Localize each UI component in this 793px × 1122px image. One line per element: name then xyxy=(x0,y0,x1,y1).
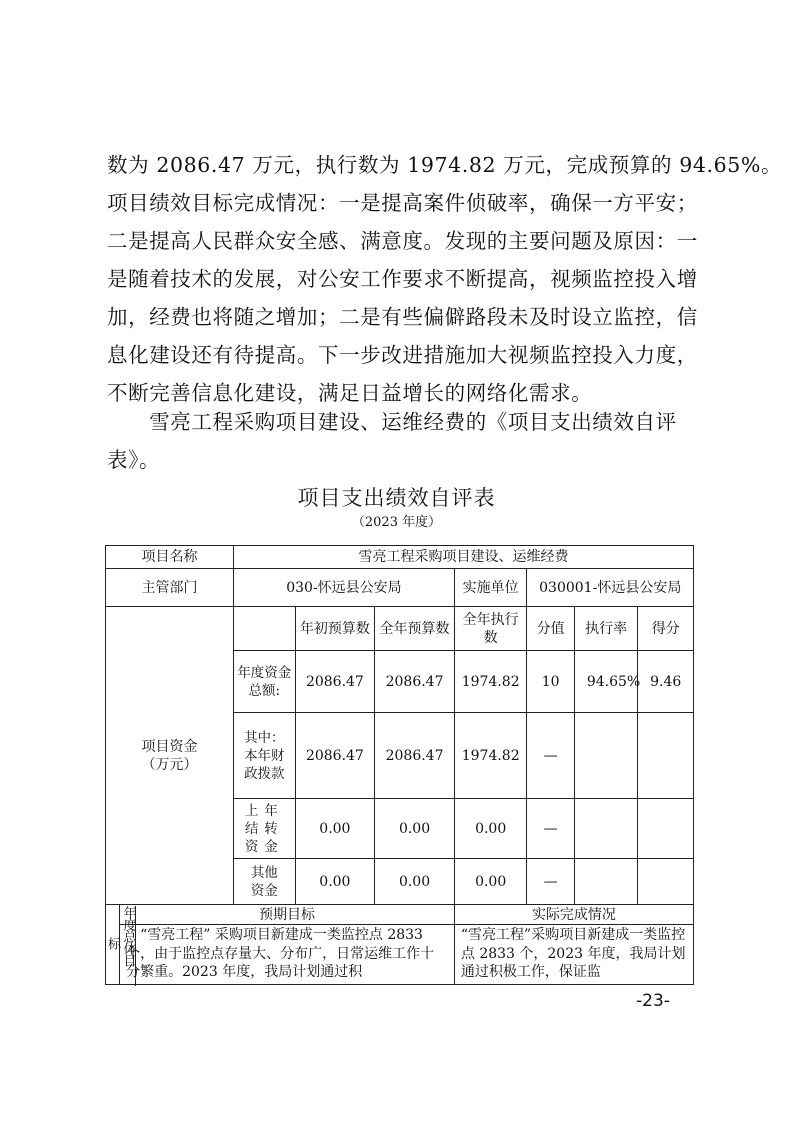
expected-goal-label: 预期目标 xyxy=(120,905,455,925)
impl-unit-value: 030001-怀远县公安局 xyxy=(527,569,694,607)
actual-result-label: 实际完成情况 xyxy=(454,905,693,925)
dept-label: 主管部门 xyxy=(106,569,234,607)
row-label: 上年结转资金 xyxy=(234,799,296,859)
text-line: 不断完善信息化建设，满足日益增长的网络化需求。 xyxy=(107,381,593,405)
cell-initial: 2086.47 xyxy=(295,651,375,713)
cell-annual: 0.00 xyxy=(375,859,455,905)
cell-score xyxy=(638,799,694,859)
page-number: -23- xyxy=(636,991,670,1011)
cell-exec-rate: 94.65% xyxy=(574,651,638,713)
text-line: 项目绩效目标完成情况：一是提高案件侦破率，确保一方平安； xyxy=(107,191,698,215)
text-line: 数为 2086.47 万元，执行数为 1974.82 万元，完成预算的 94.65%。 xyxy=(107,153,783,177)
cell-executed: 1974.82 xyxy=(454,713,527,799)
cell-executed: 0.00 xyxy=(454,799,527,859)
cell-initial: 2086.47 xyxy=(295,713,375,799)
cell-score-value: 10 xyxy=(527,651,574,713)
text-line: 加，经费也将随之增加；二是有些偏僻路段未及时设立监控，信 xyxy=(107,305,698,329)
cell-exec-rate xyxy=(574,799,638,859)
cell-initial: 0.00 xyxy=(295,859,375,905)
evaluation-table xyxy=(105,545,694,987)
header-score-value: 分值 xyxy=(527,607,574,651)
goals-side-label-b-text: 标 xyxy=(105,937,121,949)
goals-side-label-b xyxy=(106,905,120,985)
header-score: 得分 xyxy=(638,607,694,651)
text-line: 雪亮工程采购项目建设、运维经费的《项目支出绩效自评 xyxy=(107,410,677,434)
funds-label: 项目资金（万元） xyxy=(106,607,234,905)
cell-exec-rate xyxy=(574,713,638,799)
cell-score xyxy=(638,859,694,905)
header-annual-budget: 全年预算数 xyxy=(375,607,455,651)
project-name-value: 雪亮工程采购项目建设、运维经费 xyxy=(234,546,694,569)
text-line: 表》。 xyxy=(107,448,161,472)
row-label: 其中：本年财政拨款 xyxy=(234,713,296,799)
goals-side-label-a-text: 年度总体目 xyxy=(121,906,136,966)
cell-executed: 1974.82 xyxy=(454,651,527,713)
row-label: 年度资金总额: xyxy=(234,651,296,713)
cell-annual: 2086.47 xyxy=(375,651,455,713)
cell-score xyxy=(638,713,694,799)
project-name-label: 项目名称 xyxy=(106,546,234,569)
actual-result-text: “雪亮工程”采购项目新建成一类监控点 2833 个，2023 年度，我局计划通过积极工作，保证监 xyxy=(454,925,693,985)
paragraph-budget-summary xyxy=(107,146,783,412)
dept-value: 030-怀远县公安局 xyxy=(234,569,455,607)
cell-annual: 0.00 xyxy=(375,799,455,859)
row-label: 其他资金 xyxy=(234,859,296,905)
cell-score-value: — xyxy=(527,799,574,859)
cell-executed: 0.00 xyxy=(454,859,527,905)
header-exec-rate: 执行率 xyxy=(574,607,638,651)
goals-side-label-a xyxy=(121,906,136,986)
cell-initial: 0.00 xyxy=(295,799,375,859)
impl-unit-label: 实施单位 xyxy=(454,569,527,607)
cell-exec-rate xyxy=(574,859,638,905)
cell-score: 9.46 xyxy=(638,651,694,713)
header-empty xyxy=(234,607,296,651)
text-line: 息化建设还有待提高。下一步改进措施加大视频监控投入力度， xyxy=(107,343,698,367)
text-line: 二是提高人民群众安全感、满意度。发现的主要问题及原因：一 xyxy=(107,229,698,253)
expected-goal-text: “雪亮工程” 采购项目新建成一类监控点 2833 个，由于监控点存量大、分布广，日常运维工作十分繁重。2023 年度，我局计划通过积 xyxy=(120,925,455,985)
cell-score-value: — xyxy=(527,713,574,799)
header-executed: 全年执行数 xyxy=(454,607,527,651)
table-subtitle: （2023 年度） xyxy=(351,515,442,530)
cell-score-value: — xyxy=(527,859,574,905)
table-title: 项目支出绩效自评表 xyxy=(297,486,496,510)
header-initial-budget: 年初预算数 xyxy=(295,607,375,651)
cell-annual: 2086.47 xyxy=(375,713,455,799)
paragraph-table-intro xyxy=(107,403,689,479)
text-line: 是随着技术的发展，对公安工作要求不断提高，视频监控投入增 xyxy=(107,267,698,291)
